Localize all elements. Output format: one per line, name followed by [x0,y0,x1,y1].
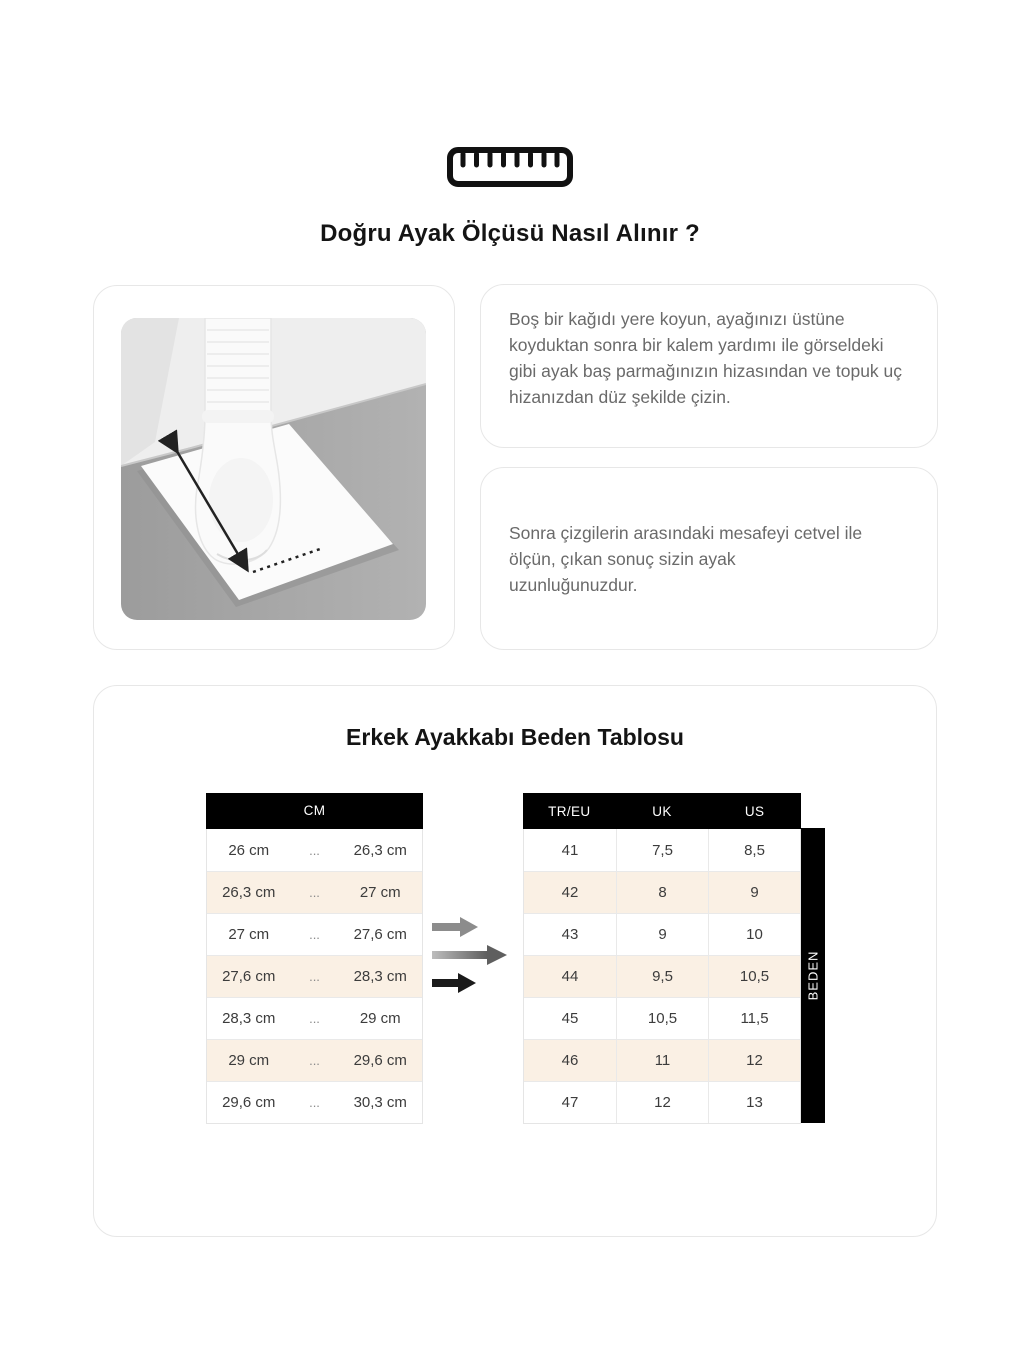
size-table-row [524,955,800,997]
size-table-card [93,685,937,1237]
cm-table [206,794,423,1124]
ruler-icon [0,146,1020,188]
conversion-arrows-icon [432,916,514,999]
foot-photo-card [93,285,455,650]
size-cell-uk: 9 [616,914,708,955]
size-cell-treu: 43 [561,926,579,943]
cm-range-start: 26,3 cm [222,884,276,901]
cm-range-separator: ... [309,1011,320,1026]
size-cell-uk: 11 [616,1040,708,1081]
size-cell-uk: 7,5 [616,829,708,871]
cm-range-start: 29,6 cm [222,1094,276,1111]
cm-table-body [207,829,422,1123]
size-cell-us: 10,5 [708,956,800,997]
instruction-card-step2 [480,467,938,650]
cm-range-end: 27,6 cm [353,926,407,943]
cm-range-separator: ... [309,885,320,900]
size-cell-treu: 46 [561,1052,579,1069]
size-cell-us: 12 [708,1040,800,1081]
cm-table-row [207,1039,422,1081]
cm-range-end: 29 cm [359,1010,401,1027]
beden-label: BEDEN [805,950,821,1001]
cm-range-end: 30,3 cm [353,1094,407,1111]
size-cell-uk: 12 [616,1082,708,1123]
cm-table-row [207,997,422,1039]
size-cell-us: 9 [708,872,800,913]
cm-table-row [207,871,422,913]
size-cell-us: 8,5 [708,829,800,871]
instruction-step2-text: Sonra çizgilerin arasındaki mesafeyi cetvel ile ölçün, çıkan sonuç sizin ayak uzunluğunuzdur. [509,522,863,595]
size-table-row [524,1081,800,1123]
cm-range-separator: ... [309,842,320,858]
size-cell-uk: 10,5 [616,998,708,1039]
size-header-us: US [744,803,765,819]
cm-range-start: 26 cm [228,841,270,859]
instruction-step1-text: Boş bir kağıdı yere koyun, ayağınızı üstüne koyduktan sonra bir kalem yardımı ile görseldeki gibi ayak baş parmağınızın hizasından ve topuk uç hizanızdan düz şekilde çizin. [509,309,903,407]
size-cell-treu: 44 [561,968,579,985]
size-table-row [524,997,800,1039]
size-table-row [524,913,800,955]
size-cell-treu: 42 [561,884,579,901]
size-cell-us: 13 [708,1082,800,1123]
cm-range-start: 29 cm [228,1052,270,1069]
cm-range-end: 28,3 cm [353,968,407,985]
instruction-card-step1 [480,284,938,448]
cm-range-end: 29,6 cm [353,1052,407,1069]
size-header-treu: TR/EU [548,803,591,819]
size-table-row [524,829,800,871]
size-cell-uk: 8 [616,872,708,913]
size-header-uk: UK [652,803,672,819]
cm-range-separator: ... [309,969,320,984]
size-cell-treu: 45 [561,1010,579,1027]
size-cell-uk: 9,5 [616,956,708,997]
foot-measurement-photo [121,318,426,620]
cm-range-start: 27,6 cm [222,968,276,985]
size-table-row [524,1039,800,1081]
beden-vertical-bar [801,828,825,1123]
size-table-header-row [523,793,801,829]
size-cell-treu: 47 [561,1094,579,1111]
size-cell-treu: 41 [561,841,579,859]
international-size-table [523,794,801,1124]
cm-range-end: 27 cm [359,884,401,901]
cm-range-separator: ... [309,927,320,942]
cm-range-start: 27 cm [228,926,270,943]
cm-range-end: 26,3 cm [353,841,407,859]
size-table-title: Erkek Ayakkabı Beden Tablosu [346,724,684,750]
cm-table-row [207,1081,422,1123]
cm-table-header: CM [206,793,423,829]
cm-range-separator: ... [309,1095,320,1110]
cm-table-row [207,955,422,997]
size-table-row [524,871,800,913]
cm-range-start: 28,3 cm [222,1010,276,1027]
size-table-body [524,829,800,1123]
size-cell-us: 10 [708,914,800,955]
cm-table-row [207,913,422,955]
size-cell-us: 11,5 [708,998,800,1039]
page-title: Doğru Ayak Ölçüsü Nasıl Alınır ? [320,220,700,247]
cm-range-separator: ... [309,1053,320,1068]
cm-table-row [207,829,422,871]
